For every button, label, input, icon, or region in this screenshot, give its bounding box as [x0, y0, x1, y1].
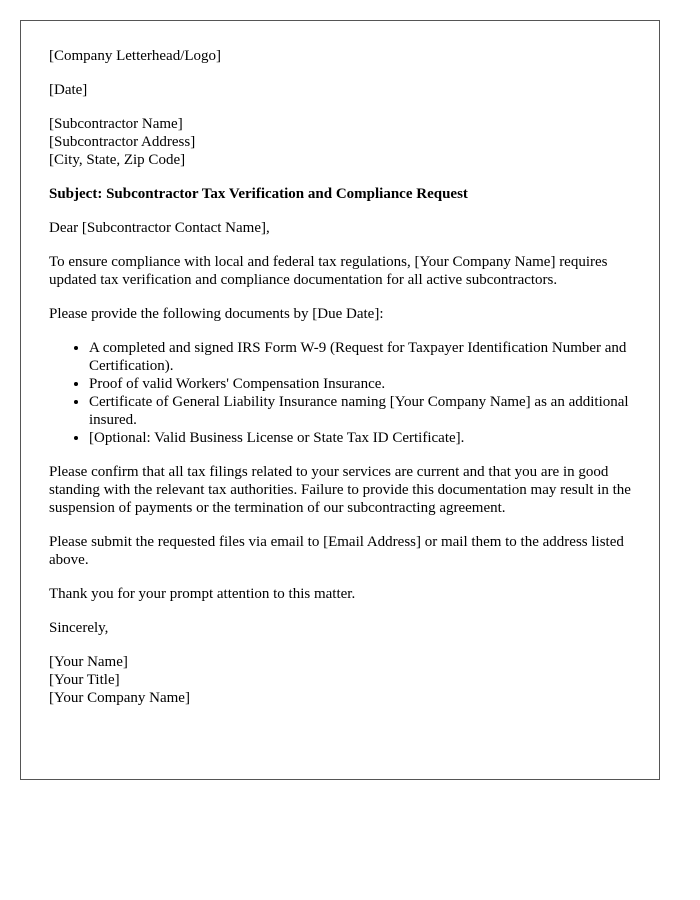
closing: Sincerely, [49, 620, 109, 636]
list-item: • [Optional: Valid Business License or State Tax ID Certificate]. [89, 429, 631, 447]
letter-page [20, 20, 660, 780]
confirmation-paragraph: Please confirm that all tax filings related to your services are current and that you are in good standing with the relevant tax authorities. Failure to provide this documentation may result in the suspension of payments or the termination of our subcontracting agreement. [49, 464, 631, 516]
submission-paragraph: Please submit the requested files via email to [Email Address] or mail them to the address listed above. [49, 534, 624, 568]
signer-title: [Your Title] [49, 672, 120, 688]
recipient-address: [Subcontractor Address] [49, 134, 196, 150]
signer-company: [Your Company Name] [49, 690, 190, 706]
required-documents-list [49, 339, 631, 447]
list-item: • Proof of valid Workers' Compensation Insurance. [89, 375, 631, 393]
subject-line: Subject: Subcontractor Tax Verification and Compliance Request [49, 186, 468, 202]
recipient-name: [Subcontractor Name] [49, 116, 183, 132]
recipient-city-state-zip: [City, State, Zip Code] [49, 152, 186, 168]
letter-date: [Date] [49, 82, 88, 98]
letterhead: [Company Letterhead/Logo] [49, 48, 222, 64]
request-paragraph: Please provide the following documents by [Due Date]: [49, 306, 384, 322]
recipient-address-block [49, 115, 631, 169]
thanks-paragraph: Thank you for your prompt attention to this matter. [49, 586, 356, 602]
intro-paragraph: To ensure compliance with local and federal tax regulations, [Your Company Name] requires updated tax verification and compliance documentation for all active subcontractors. [49, 254, 608, 288]
salutation: Dear [Subcontractor Contact Name], [49, 220, 270, 236]
list-item: • Certificate of General Liability Insurance naming [Your Company Name] as an additional insured. [89, 393, 631, 429]
list-item: • A completed and signed IRS Form W-9 (Request for Taxpayer Identification Number and Certification). [89, 339, 631, 375]
signer-name: [Your Name] [49, 654, 128, 670]
signature-block [49, 653, 631, 707]
